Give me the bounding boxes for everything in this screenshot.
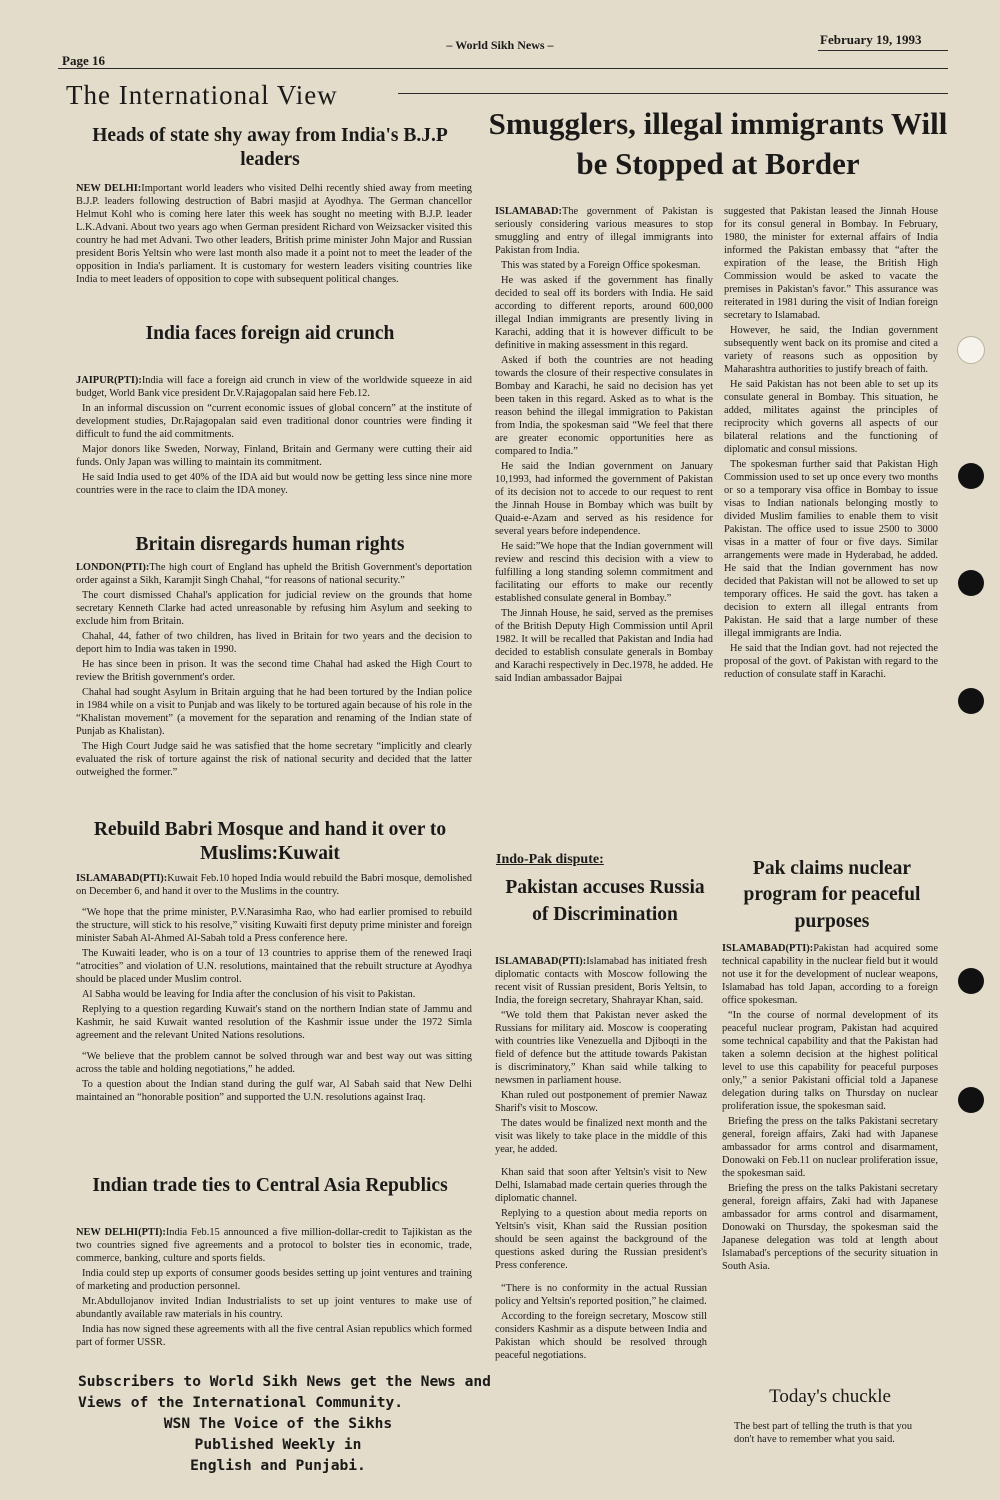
chuckle-title: Today's chuckle bbox=[769, 1386, 891, 1407]
paragraph: India Feb.15 announced a five million-dollar-credit to Tajikistan as the two countries signed five agreements and a protocol to bolster ties in economic, trade, commerce, banking, culture and sports fields. bbox=[76, 1227, 472, 1264]
masthead-rule bbox=[58, 68, 948, 69]
promo-line: Subscribers to World Sikh News get the News and bbox=[78, 1373, 491, 1390]
page-number: Page 16 bbox=[62, 53, 105, 68]
binder-hole-icon bbox=[958, 570, 984, 596]
paragraph: However, he said, the Indian government subsequently went back on its promise and cited a variety of reasons such as opposition by Maharashtra authorities to justify breach of faith. bbox=[724, 325, 938, 375]
headline: Pakistan accuses Russia of Discrimination bbox=[505, 877, 705, 926]
paragraph: India has now signed these agreements with all the five central Asian republics which formed part of former USSR. bbox=[76, 1324, 472, 1348]
binder-hole-icon bbox=[958, 463, 984, 489]
paragraph: “There is no conformity in the actual Russian policy and Yeltsin's reported position,” he claimed. bbox=[495, 1283, 707, 1307]
article-body bbox=[76, 1226, 472, 1351]
paragraph: The high court of England has upheld the British Government's deportation order against a Sikh, Karamjit Singh Chahal, “for reasons of national security.” bbox=[76, 562, 472, 586]
promo-line: Views of the International Community. bbox=[78, 1394, 404, 1411]
issue-date: February 19, 1993 bbox=[820, 32, 922, 47]
paragraph: He said the Indian government on January 10,1993, had informed the government of Pakistan of its decision not to accede to our request to rent the Jinnah House in Bombay which was built by Quaid-e-Azam and served as his residence for several years before independence. bbox=[495, 461, 713, 537]
dateline: ISLAMABAD(PTI): bbox=[722, 943, 814, 954]
paragraph: Asked if both the countries are not heading towards the closure of their respective consulates in Bombay and Karachi, he said no decision has yet been taken in this regard. Asked as to what is the reason behind the illegal immigration to Pakistan from India, the spokesman said “We feel that there are greater economic opportunities here as compared to India.” bbox=[495, 355, 713, 457]
paragraph: This was stated by a Foreign Office spokesman. bbox=[501, 260, 701, 271]
paragraph: The court dismissed Chahal's application for judicial review on the grounds that home secretary Kenneth Clarke had acted unreasonable by refusing him Asylum and seeking to exclude him from Britain. bbox=[76, 590, 472, 627]
paragraph: Mr.Abdullojanov invited Indian Industrialists to set up joint ventures to make use of abundantly available raw materials in his country. bbox=[76, 1296, 472, 1320]
promo-line: WSN The Voice of the Sikhs bbox=[163, 1415, 393, 1432]
paragraph: The Kuwaiti leader, who is on a tour of 13 countries to apprise them of the renewed Iraqi “atrocities” and violation of U.N. resolutions, maintained that the rebuilt structure at Ayodhya should be placed under Muslim control. bbox=[76, 948, 472, 985]
section-title: The International View bbox=[66, 80, 338, 110]
paragraph: In an informal discussion on “current economic issues of global concern” at the institute of development studies, Dr.Rajagopalan said even traditional donor countries were finding it difficult to fund the aid commitments. bbox=[76, 403, 472, 440]
paragraph: The best part of telling the truth is that you don't have to remember what you said. bbox=[734, 1421, 913, 1445]
paragraph: Chahal, 44, father of two children, has lived in Britain for two years and the decision to deport him to India was taken in 1990. bbox=[76, 631, 472, 655]
paragraph: To a question about the Indian stand during the gulf war, Al Sabah said that New Delhi maintained an “honorable position” and supported the U.N. resolutions against Iraq. bbox=[76, 1079, 472, 1103]
paragraph: The High Court Judge said he was satisfied that the home secretary “implicitly and clearly evaluated the risk of torture against the risk of national security and decided that the latter outweighed the former.” bbox=[76, 741, 472, 778]
paragraph: Major donors like Sweden, Norway, Finland, Britain and Germany were cutting their aid funds. Only Japan was willing to maintain its commitment. bbox=[76, 444, 472, 468]
binder-hole-icon bbox=[957, 336, 985, 364]
headline: Britain disregards human rights bbox=[135, 534, 405, 555]
headline: Indian trade ties to Central Asia Republics bbox=[92, 1175, 448, 1196]
headline: Pak claims nuclear program for peaceful purposes bbox=[743, 858, 921, 932]
paragraph: Replying to a question regarding Kuwait's stand on the northern Indian state of Jammu and Kashmir, he said Kuwait wanted resolution of the Kashmir issue under the 1972 Simla agreement and the relevant United Nations resolutions. bbox=[76, 1004, 472, 1041]
dateline: NEW DELHI: bbox=[76, 183, 142, 194]
paragraph: The government of Pakistan is seriously considering various measures to stop smuggling and entry of illegal immigrants into Pakistan from India. bbox=[495, 206, 713, 256]
paragraph: Important world leaders who visited Delhi recently shied away from meeting B.J.P. leaders following destruction of Babri masjid at Ayodhya. The German chancellor Helmut Kohl who is coming here later this week has sought no meeting with B.J.P. leader L.K.Advani. About two years ago when German president Richard von Weizsacker visited this country he had met Advani. Two other leaders, British prime minister John Major and Russian president Boris Yeltsin who were last month also made it a point not to meet the leader of the opposition in India's parliament. It is customary for western leaders visiting countries like India to meet leaders of opposition to cope with subsequent political changes. bbox=[76, 183, 472, 285]
dateline: LONDON(PTI): bbox=[76, 562, 150, 573]
dateline: ISLAMABAD: bbox=[495, 206, 562, 217]
paragraph: Chahal had sought Asylum in Britain arguing that he had been tortured by the Indian police in 1984 while on a visit to Punjab and was likely to be tortured again because of his role in the “Khalistan movement” (a movement for the separation and renaming of the Indian state of Punjab as Khalistan). bbox=[76, 687, 472, 737]
dateline: ISLAMABAD(PTI): bbox=[76, 873, 168, 884]
paragraph: “We hope that the prime minister, P.V.Narasimha Rao, who had earlier promised to rebuild the structure, will stick to his resolve,” visiting Kuwaiti first deputy prime minister and foreign minister Sabah Al-Ahmed Al-Sabah told a Press conference here. bbox=[76, 907, 472, 944]
dateline: JAIPUR(PTI): bbox=[76, 375, 142, 386]
paragraph: He said:”We hope that the Indian government will review and rescind this decision with a view to fulfilling a long standing solemn commitment and facilitating our efforts to make our recently established consulate general in Bombay.” bbox=[495, 541, 713, 604]
paragraph: According to the foreign secretary, Moscow still considers Kashmir as a dispute between India and Pakistan which should be resolved through peaceful negotiations. bbox=[495, 1311, 707, 1361]
paragraph: Islamabad has initiated fresh diplomatic contacts with Moscow following the recent visit of Russian president, Boris Yeltsin, to India, the foreign secretary, Shahrayar Khan, said. bbox=[495, 956, 707, 1006]
promo-line: English and Punjabi. bbox=[190, 1457, 366, 1474]
paragraph: Briefing the press on the talks Pakistani secretary general, foreign affairs, Zaki had with Japanese ambassador for arms control and disarmament, Donowaki on Feb.11 on nuclear proliferation issue, the spokesman said. bbox=[722, 1116, 938, 1179]
article-body bbox=[76, 872, 472, 1106]
paragraph: Khan ruled out postponement of premier Nawaz Sharif's visit to Moscow. bbox=[495, 1090, 707, 1114]
paragraph: The dates would be finalized next month and the visit was likely to take place in the middle of this year, he added. bbox=[495, 1118, 707, 1155]
paragraph: Briefing the press on the talks Pakistani secretary general, foreign affairs, Zaki had with Japanese ambassador for arms control and disarmament, Donowaki on Thursday, the spokesman said the Japanese delegation was told at length about Islamabad's perceptions of the security situation in South Asia. bbox=[722, 1183, 938, 1272]
binder-hole-icon bbox=[958, 968, 984, 994]
article-column-1 bbox=[495, 205, 713, 687]
paragraph: He said Pakistan has not been able to set up its consulate general in Bombay. This situation, he added, militates against the principles of reciprocity which governs all aspects of our bilateral relations and the functioning of diplomatic and consul missions. bbox=[724, 379, 938, 455]
paragraph: The spokesman further said that Pakistan High Commission used to set up once every two months or so a temporary visa office in Bombay to issue visas to Indian nationals belonging mostly to divided Muslim families to enable them to visit Pakistan. The office used to issue 2500 to 3000 visas in a matter of four or five days. Similar arrangements were made in Hyderabad, he added. He said that the Indian government has now decided that Pakistan will not be allowed to set up temporary offices. He said the govt. has taken a decision to extern all illegal entrants from Pakistan. He said that a large number of these illegal immigrants are India. bbox=[724, 459, 938, 639]
headline: Heads of state shy away from India's B.J.P leaders bbox=[92, 125, 448, 170]
paragraph: Kuwait Feb.10 hoped India would rebuild the Babri mosque, demolished on December 6, and hand it over to the Muslims in the country. bbox=[76, 873, 472, 897]
paragraph: Replying to a question about media reports on Yeltsin's visit, Khan said the Russian position should be seen against the background of the questions asked during the Russian president's Press conference. bbox=[495, 1208, 707, 1271]
paragraph: India could step up exports of consumer goods besides setting up joint ventures and training of marketing and production personnel. bbox=[76, 1268, 472, 1292]
article-body bbox=[76, 374, 472, 499]
article-body bbox=[495, 955, 707, 1364]
paragraph: Pakistan had acquired some technical capability in the nuclear field but it would not use it for the development of nuclear weapons, Islamabad has told Japan, according to a foreign office spokesman. bbox=[722, 943, 938, 1006]
paragraph: “In the course of normal development of its peaceful nuclear program, Pakistan had acquired some technical capability and that the Pakistan had taken a solemn decision at the highest political level to use this capability for peaceful purposes only,” a senior Pakistani official told a Japanese delegation during talks on Thursday on nuclear proliferation issue, the spokesman said. bbox=[722, 1010, 938, 1112]
paragraph: suggested that Pakistan leased the Jinnah House for its consul general in Bombay. In February, 1980, the minister for external affairs of India informed the Pakistan embassy that “after the expiration of the lease, the British High Commission would be asked to vacate the premises in Pakistan's favor.” This assurance was reiterated in 1981 during the visit of Indian foreign secretary to Islamabad. bbox=[724, 206, 938, 321]
paragraph: He said India used to get 40% of the IDA aid but would now be getting less since nine more countries were in the race to claim the IDA money. bbox=[76, 472, 472, 496]
paragraph: The Jinnah House, he said, served as the premises of the British Deputy High Commission until April 1982. It will be recalled that Pakistan and India had decided to establish consulate generals in Bombay and Karachi respectively in Dec.1978, he added. He said Indian ambassador Bajpai bbox=[495, 608, 713, 684]
dateline: ISLAMABAD(PTI): bbox=[495, 956, 587, 967]
paragraph: Khan said that soon after Yeltsin's visit to New Delhi, Islamabad made certain queries through the diplomatic channel. bbox=[495, 1167, 707, 1204]
chuckle-text bbox=[734, 1420, 924, 1448]
headline: Rebuild Babri Mosque and hand it over to Muslims:Kuwait bbox=[93, 819, 447, 864]
dateline: NEW DELHI(PTI): bbox=[76, 1227, 166, 1238]
article-body bbox=[722, 942, 938, 1275]
paragraph: “We believe that the problem cannot be solved through war and best way out was sitting across the table and holding negotiations,” he added. bbox=[76, 1051, 472, 1075]
article-column-2 bbox=[724, 205, 938, 683]
date-rule bbox=[818, 50, 948, 51]
article-body bbox=[76, 182, 472, 288]
section-rule bbox=[398, 93, 948, 94]
binder-hole-icon bbox=[958, 1087, 984, 1113]
kicker: Indo-Pak dispute: bbox=[496, 852, 604, 867]
masthead: – World Sikh News – bbox=[446, 38, 554, 52]
headline: Smugglers, illegal immigrants Will be Stopped at Border bbox=[488, 106, 948, 181]
paragraph: He has since been in prison. It was the second time Chahal had asked the High Court to review the British government's order. bbox=[76, 659, 472, 683]
binder-hole-icon bbox=[958, 688, 984, 714]
headline: India faces foreign aid crunch bbox=[145, 323, 395, 344]
paragraph: “We told them that Pakistan never asked the Russians for military aid. Moscow is cooperating with countries like Venezuella and Djiboqti in the field of defence but the attitude towards Pakistan is discriminatory,” Khan said while talking to newsmen in parliament house. bbox=[495, 1010, 707, 1086]
paragraph: He was asked if the government has finally decided to seal off its borders with India. He said according to different reports, around 600,000 illegal Indian immigrants are presently living in Karachi, adding that it is however difficult to be definitive in making assessment in this regard. bbox=[495, 275, 713, 351]
promo-line: Published Weekly in bbox=[194, 1436, 362, 1453]
paragraph: Al Sabha would be leaving for India after the conclusion of his visit to Pakistan. bbox=[82, 989, 416, 1000]
article-body bbox=[76, 561, 472, 781]
paragraph: India will face a foreign aid crunch in view of the worldwide squeeze in aid budget, World Bank vice president Dr.V.Rajagopalan said here Feb.12. bbox=[76, 375, 472, 399]
paragraph: He said that the Indian govt. had not rejected the proposal of the govt. of Pakistan with regard to the reduction of consulate staff in Karachi. bbox=[724, 643, 938, 680]
